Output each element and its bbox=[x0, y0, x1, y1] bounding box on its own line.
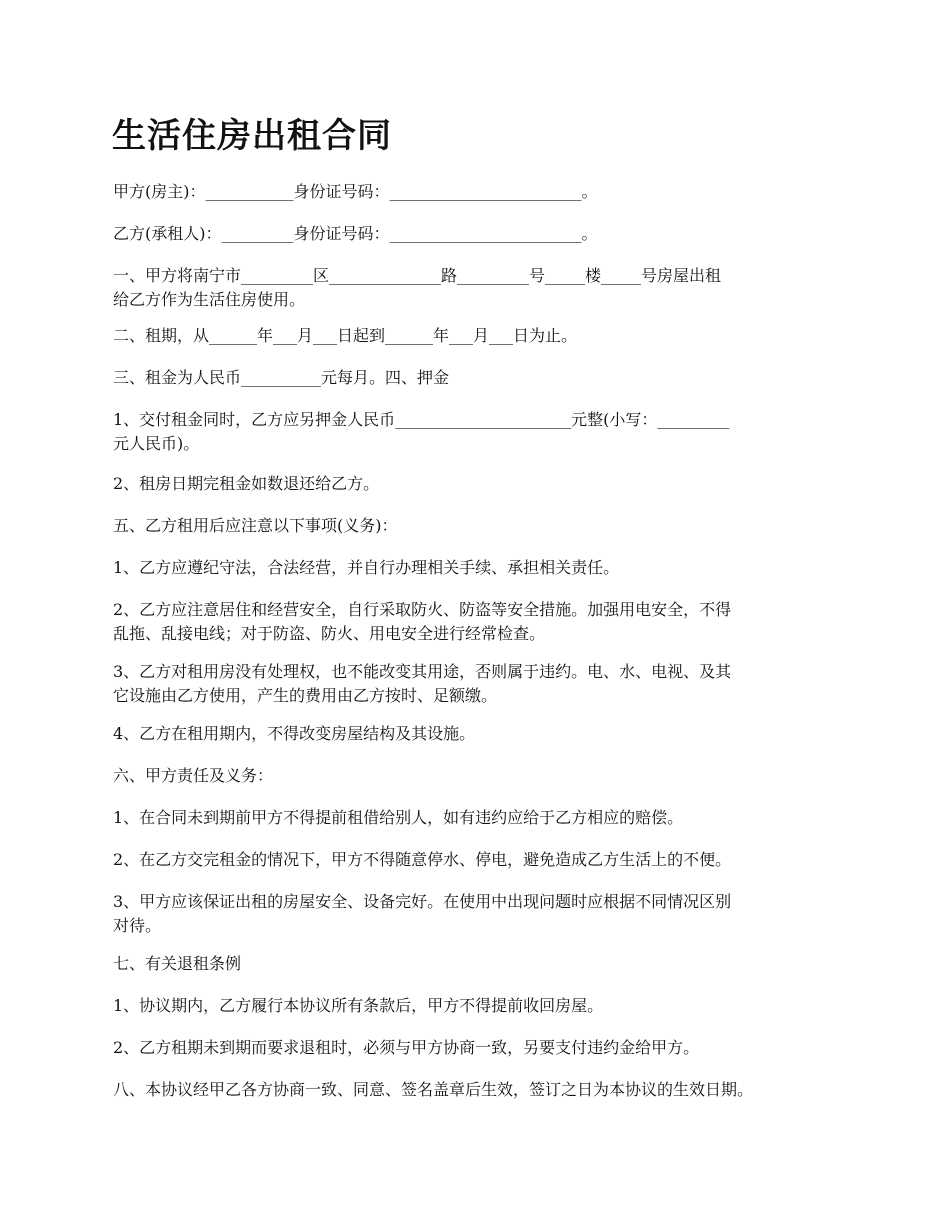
clause-5-item-1: 1、乙方应遵纪守法，合法经营，并自行办理相关手续、承担相关责任。 bbox=[113, 558, 620, 577]
party-b-line: 乙方(承租人)：_________身份证号码：________________________。 bbox=[113, 224, 598, 243]
item-6-3-line-1: 3、甲方应该保证出租的房屋安全、设备完好。在使用中出现问题时应根据不同情况区别 bbox=[113, 892, 732, 911]
item-6-3-line-2: 对待。 bbox=[113, 916, 162, 935]
clause-6-heading: 六、甲方责任及义务： bbox=[113, 766, 274, 785]
clause-5-item-3 bbox=[113, 660, 858, 708]
clause-1-line-1: 一、甲方将南宁市_________区______________路_________号_____楼_____号房屋出租 bbox=[113, 266, 722, 285]
clause-2-term: 二、租期，从______年___月___日起到______年___月___日为止。 bbox=[113, 326, 578, 345]
clause-5-heading: 五、乙方租用后应注意以下事项(义务)： bbox=[113, 516, 398, 535]
item-2-line-2: 乱拖、乱接电线；对于防盗、防火、用电安全进行经常检查。 bbox=[113, 624, 546, 643]
deposit-1-line-1: 1、交付租金同时，乙方应另押金人民币______________________元整(小写：_________ bbox=[113, 410, 730, 429]
clause-5-item-2 bbox=[113, 598, 858, 646]
item-3-line-2: 它设施由乙方使用，产生的费用由乙方按时、足额缴。 bbox=[113, 686, 498, 705]
deposit-1-line-2: 元人民币)。 bbox=[113, 434, 200, 453]
clause-6-item-1: 1、在合同未到期前甲方不得提前租借给别人，如有违约应给于乙方相应的赔偿。 bbox=[113, 808, 684, 827]
clause-1-property bbox=[113, 264, 858, 312]
clause-8-effective: 八、本协议经甲乙各方协商一致、同意、签名盖章后生效，签订之日为本协议的生效日期。 bbox=[113, 1080, 754, 1099]
clause-3-rent: 三、租金为人民币__________元每月。四、押金 bbox=[113, 368, 450, 387]
clause-7-item-2: 2、乙方租期未到期而要求退租时，必须与甲方协商一致，另要支付违约金给甲方。 bbox=[113, 1038, 700, 1057]
clause-4-deposit-2: 2、租房日期完租金如数退还给乙方。 bbox=[113, 474, 380, 493]
document-title: 生活住房出租合同 bbox=[112, 116, 392, 156]
item-3-line-1: 3、乙方对租用房没有处理权，也不能改变其用途，否则属于违约。电、水、电视、及其 bbox=[113, 662, 732, 681]
item-2-line-1: 2、乙方应注意居住和经营安全，自行采取防火、防盗等安全措施。加强用电安全，不得 bbox=[113, 600, 732, 619]
party-a-line: 甲方(房主)：___________身份证号码：________________________。 bbox=[113, 182, 598, 201]
clause-7-heading: 七、有关退租条例 bbox=[113, 954, 242, 973]
clause-5-item-4: 4、乙方在租用期内，不得改变房屋结构及其设施。 bbox=[113, 724, 476, 743]
clause-6-item-3 bbox=[113, 890, 858, 938]
clause-1-line-2: 给乙方作为生活住房使用。 bbox=[113, 290, 306, 309]
clause-6-item-2: 2、在乙方交完租金的情况下，甲方不得随意停水、停电，避免造成乙方生活上的不便。 bbox=[113, 850, 732, 869]
clause-4-deposit-1 bbox=[113, 408, 858, 456]
clause-7-item-1: 1、协议期内，乙方履行本协议所有条款后，甲方不得提前收回房屋。 bbox=[113, 996, 604, 1015]
